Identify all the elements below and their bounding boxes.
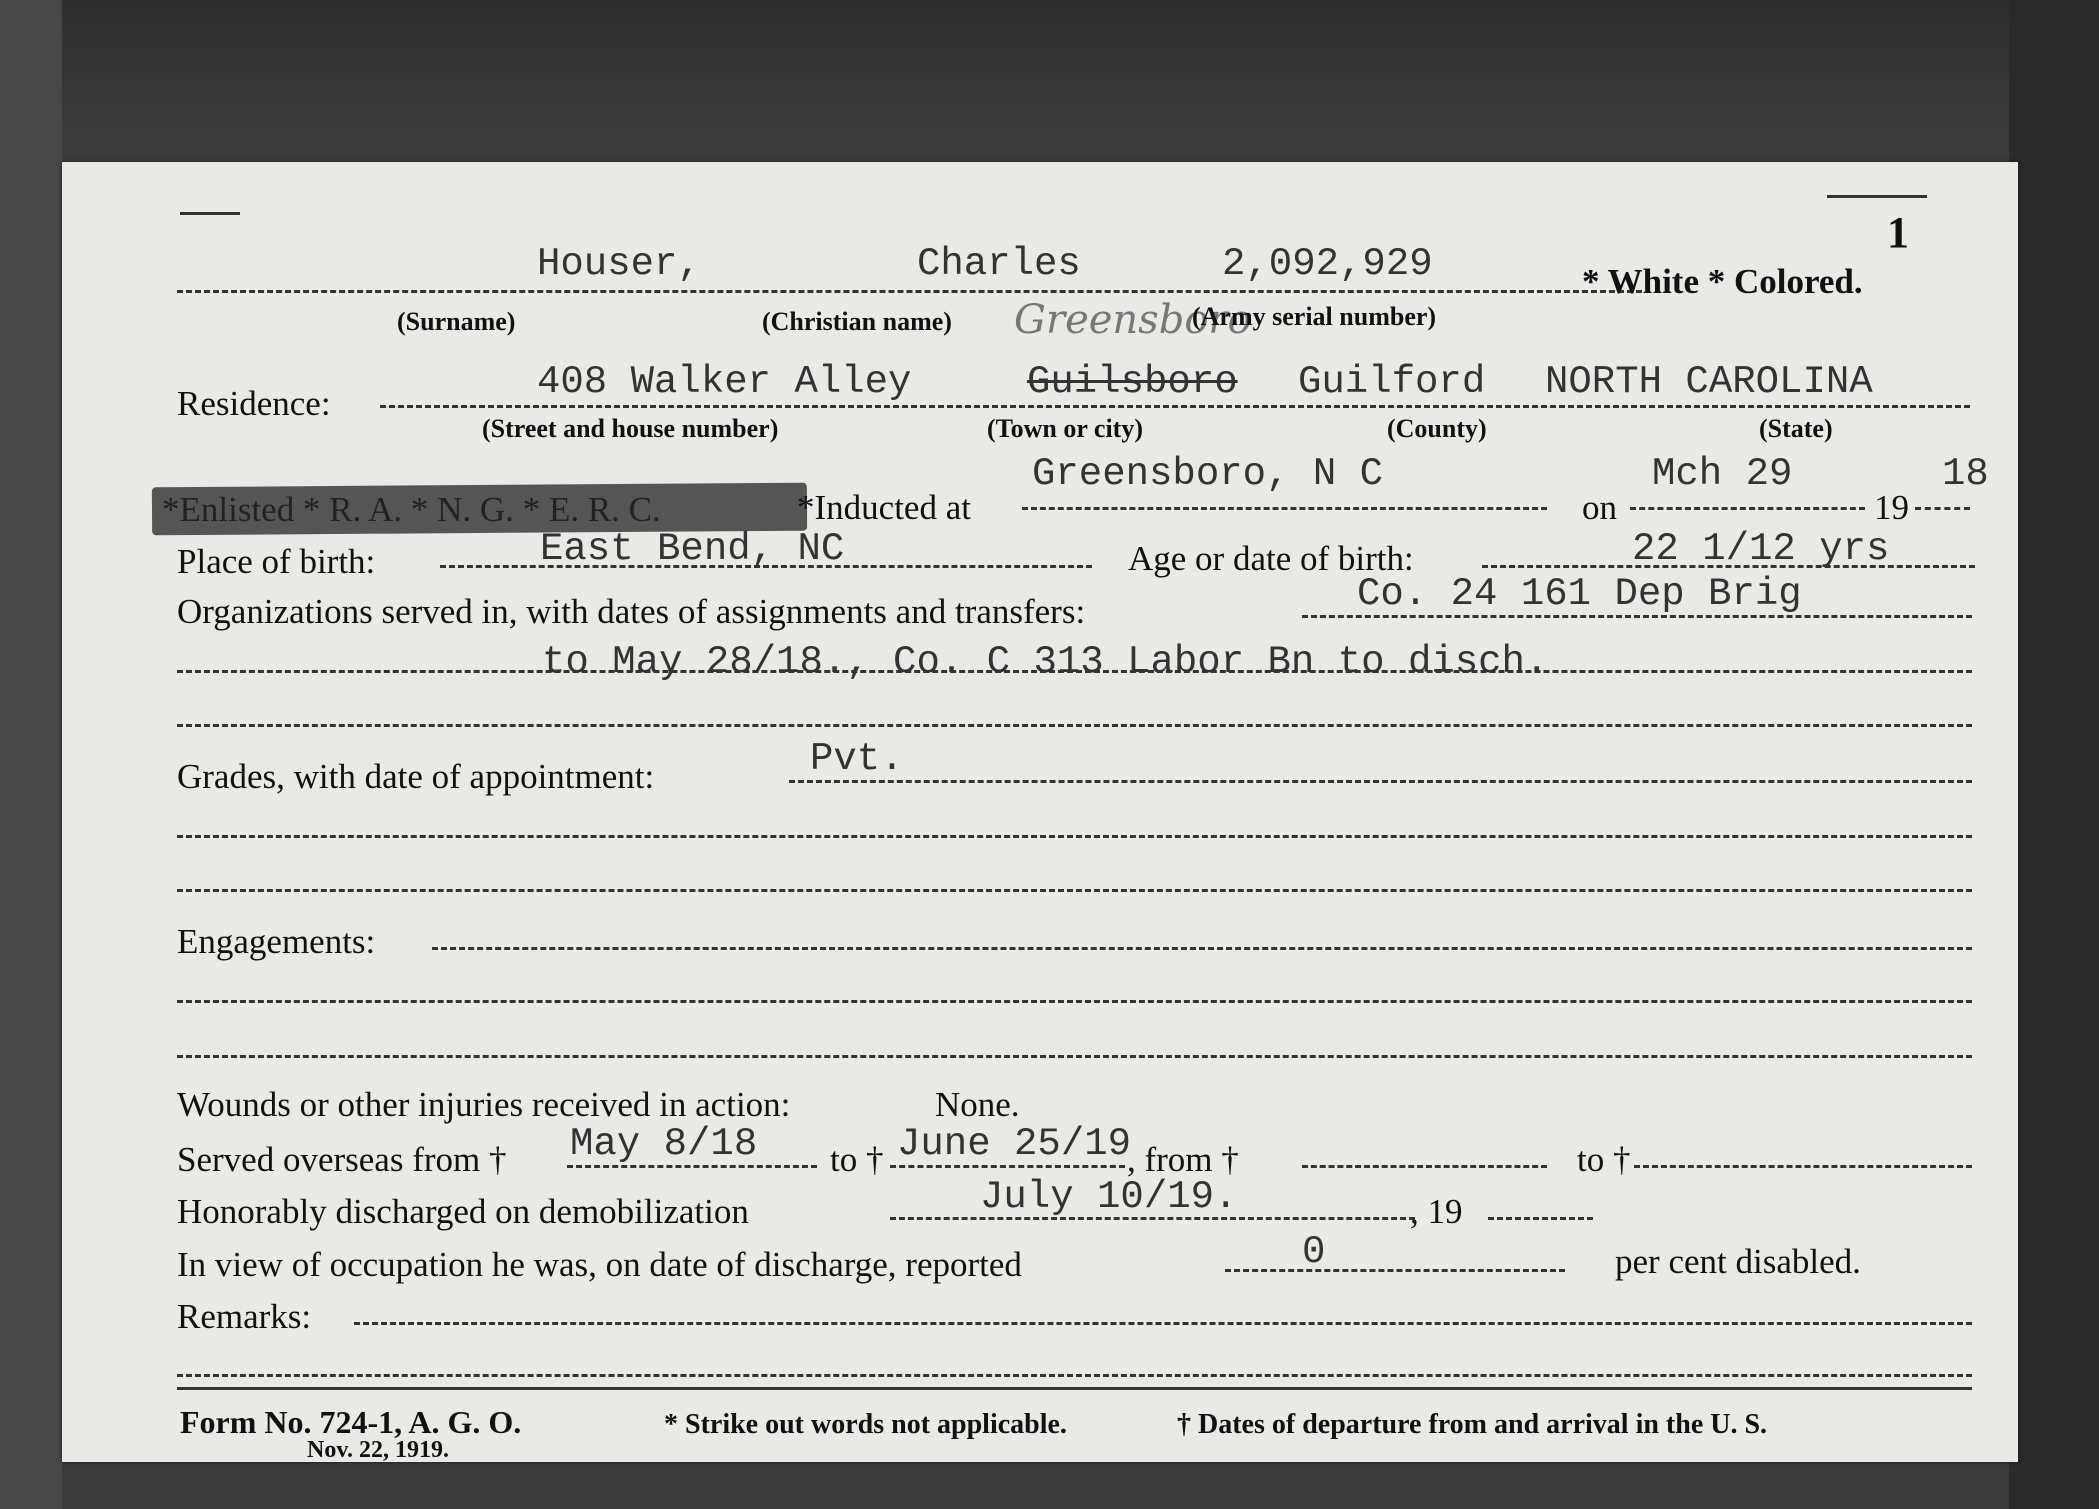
footer-rule — [177, 1387, 1972, 1390]
inducted-year: 18 — [1942, 452, 1989, 496]
residence-line — [380, 405, 1970, 408]
age-label: Age or date of birth: — [1128, 539, 1414, 578]
inducted-date: Mch 29 — [1652, 452, 1793, 496]
overseas-from-label2: , from † — [1127, 1140, 1239, 1179]
engagements-line2 — [177, 1000, 1972, 1003]
top-left-dash — [180, 212, 240, 215]
discharge-date: July 10/19. — [980, 1175, 1238, 1219]
disabled-value: 0 — [1302, 1230, 1326, 1274]
remarks-line — [354, 1322, 1972, 1325]
name-line — [177, 290, 1642, 293]
serial-number-value: 2,092,929 — [1222, 242, 1433, 286]
background-left — [0, 0, 62, 1509]
birth-place-line — [440, 565, 1092, 568]
grades-line3 — [177, 889, 1972, 892]
record-card — [62, 162, 2018, 1462]
on-label: on — [1582, 488, 1617, 527]
overseas-to: June 25/19 — [897, 1122, 1132, 1166]
card-number: 1 — [1887, 208, 1909, 257]
residence-state: NORTH CAROLINA — [1545, 360, 1873, 404]
organizations-line1: Co. 24 161 Dep Brig — [1357, 572, 1802, 616]
race-colored: * Colored. — [1707, 262, 1863, 301]
grades-line — [789, 780, 1972, 783]
engagements-label: Engagements: — [177, 922, 376, 961]
remarks-line2 — [177, 1374, 1972, 1377]
background-right — [2009, 0, 2099, 1509]
top-right-dash — [1827, 195, 1927, 198]
overseas-to-label: to † — [830, 1140, 884, 1179]
age-value: 22 1/12 yrs — [1632, 527, 1890, 571]
discharge-line — [890, 1217, 1415, 1220]
engagements-line3 — [177, 1055, 1972, 1058]
overseas-to-line — [890, 1165, 1125, 1168]
residence-county: Guilford — [1298, 360, 1486, 404]
inducted-place: Greensboro, N C — [1032, 452, 1384, 496]
organizations-line2-rule — [177, 670, 1972, 673]
organizations-line2: to May 28/18., Co. C 313 Labor Bn to disch. — [542, 640, 1549, 684]
overseas-to2-line — [1634, 1165, 1972, 1168]
discharge-year-prefix: , 19 — [1410, 1192, 1463, 1231]
birth-place-value: East Bend, NC — [540, 527, 845, 571]
inducted-date-line — [1630, 507, 1865, 510]
residence-town: Guilsboro — [1027, 360, 1238, 404]
form-number: Form No. 724-1, A. G. O. — [180, 1404, 522, 1440]
overseas-label: Served overseas from † — [177, 1140, 507, 1179]
caption-christian-name: (Christian name) — [762, 307, 952, 336]
residence-label: Residence: — [177, 384, 331, 423]
overseas-from2-line — [1302, 1165, 1547, 1168]
organizations-line3-rule — [177, 724, 1972, 727]
grade-value: Pvt. — [810, 737, 904, 781]
grades-label: Grades, with date of appointment: — [177, 757, 655, 796]
race-white-label — [1582, 262, 1863, 302]
year-line — [1915, 507, 1970, 510]
surname-value: Houser, — [537, 242, 701, 286]
disabled-suffix: per cent disabled. — [1615, 1242, 1861, 1281]
overseas-to-label2: to † — [1577, 1140, 1631, 1179]
grades-line2 — [177, 835, 1972, 838]
caption-state: (State) — [1759, 414, 1833, 443]
wounds-value: None. — [935, 1085, 1020, 1124]
caption-town: (Town or city) — [987, 414, 1143, 443]
remarks-label: Remarks: — [177, 1297, 312, 1336]
discharge-year-line — [1488, 1217, 1593, 1220]
caption-county: (County) — [1387, 414, 1487, 443]
engagements-line — [432, 947, 1972, 950]
caption-serial-number: (Army serial number) — [1192, 302, 1437, 331]
year-prefix: 19 — [1874, 488, 1909, 527]
discharged-label: Honorably discharged on demobilization — [177, 1192, 749, 1231]
residence-street: 408 Walker Alley — [537, 360, 912, 404]
christian-name-value: Charles — [917, 242, 1081, 286]
organizations-line — [1302, 615, 1972, 618]
footnote-dates: † Dates of departure from and arrival in the U. S. — [1177, 1409, 1768, 1440]
inducted-line — [1022, 507, 1547, 510]
enlisted-options: *Enlisted * R. A. * N. G. * E. R. C. — [162, 490, 661, 529]
overseas-from-line — [567, 1165, 817, 1168]
inducted-label: *Inducted at — [797, 488, 971, 527]
age-line — [1482, 565, 1975, 568]
birth-place-label: Place of birth: — [177, 542, 376, 581]
form-date: Nov. 22, 1919. — [307, 1437, 450, 1463]
caption-surname: (Surname) — [397, 307, 516, 336]
background-top — [0, 0, 2099, 165]
caption-street: (Street and house number) — [482, 414, 779, 443]
disabled-line — [1225, 1269, 1565, 1272]
race-white: * White — [1582, 262, 1699, 301]
wounds-label: Wounds or other injuries received in action: — [177, 1085, 791, 1124]
overseas-from: May 8/18 — [570, 1122, 758, 1166]
occupation-label: In view of occupation he was, on date of discharge, reported — [177, 1245, 1022, 1284]
footnote-strike: * Strike out words not applicable. — [664, 1409, 1067, 1440]
organizations-label: Organizations served in, with dates of assignments and transfers: — [177, 592, 1086, 631]
handwritten-note: Greensboro — [1014, 297, 1252, 343]
